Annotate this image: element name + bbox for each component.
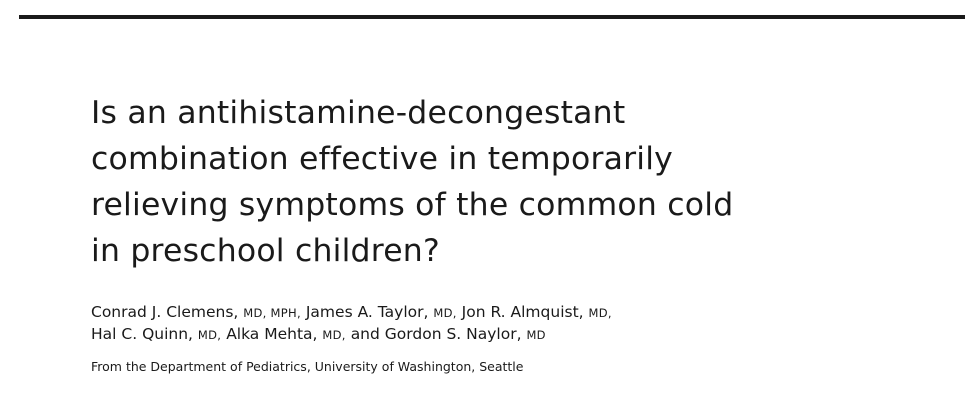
article-title (91, 90, 851, 274)
author-name: and Gordon S. Naylor, (350, 325, 522, 343)
author-name: Alka Mehta, (226, 325, 318, 343)
author-degree: MD (526, 328, 546, 342)
author-degree: MD, (433, 306, 457, 320)
author-line (91, 324, 911, 346)
title-line: relieving symptoms of the common cold (91, 187, 734, 223)
author-name: James A. Taylor, (305, 303, 429, 321)
title-line: Is an antihistamine-decongestant (91, 95, 626, 131)
author-degree: MD, MPH, (243, 306, 301, 320)
author-degree: MD, (588, 306, 612, 320)
author-name: Conrad J. Clemens, (91, 303, 239, 321)
top-rule (19, 15, 965, 19)
author-line (91, 302, 911, 324)
author-degree: MD, (197, 328, 222, 342)
author-name: Hal C. Quinn, (91, 325, 193, 343)
affiliation: From the Department of Pediatrics, University of Washington, Seattle (91, 359, 524, 374)
author-name: Jon R. Almquist, (461, 303, 584, 321)
title-line: combination effective in temporarily (91, 141, 673, 177)
author-list (91, 302, 911, 346)
title-line: in preschool children? (91, 233, 440, 269)
author-degree: MD, (322, 328, 346, 342)
